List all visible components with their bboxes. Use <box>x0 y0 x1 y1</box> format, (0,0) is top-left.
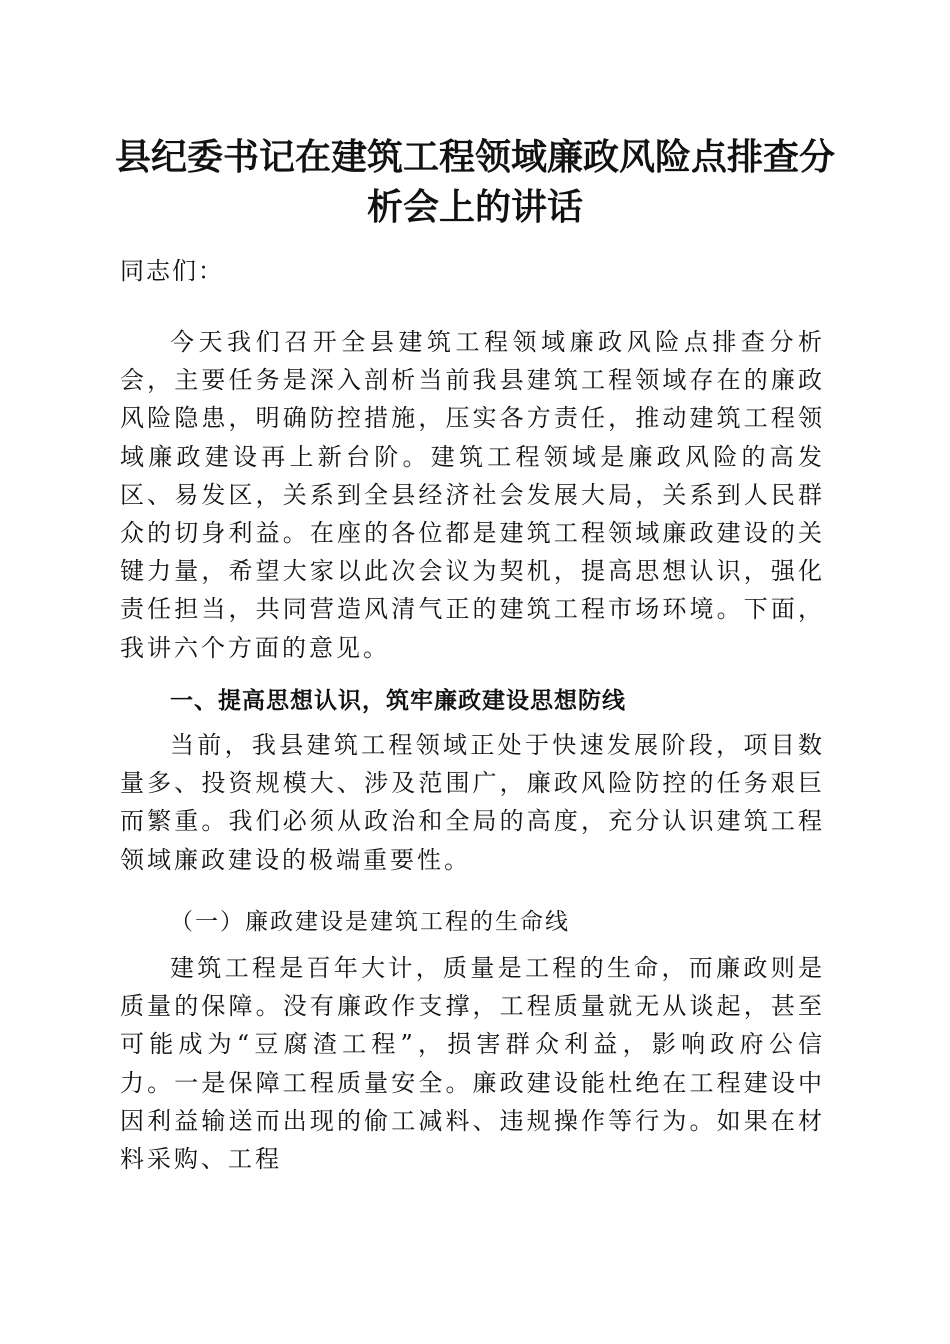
paragraph-section-1: 当前，我县建筑工程领域正处于快速发展阶段，项目数量多、投资规模大、涉及范围广，廉政风险防控的任务艰巨而繁重。我们必须从政治和全局的高度，充分认识建筑工程领域廉政建设的极端重要性。 <box>120 731 825 874</box>
subsection-heading-1: （一）廉政建设是建筑工程的生命线 <box>170 909 570 935</box>
section-heading-1: 一、提高思想认识，筑牢廉政建设思想防线 <box>170 688 626 714</box>
paragraph-intro: 今天我们召开全县建筑工程领域廉政风险点排查分析会，主要任务是深入剖析当前我县建筑工程领域存在的廉政风险隐患，明确防控措施，压实各方责任，推动建筑工程领域廉政建设再上新台阶。建筑工程领域是廉政风险的高发区、易发区，关系到全县经济社会发展大局，关系到人民群众的切身利益。在座的各位都是建筑工程领域廉政建设的关键力量，希望大家以此次会议为契机，提高思想认识，强化责任担当，共同营造风清气正的建筑工程市场环境。下面，我讲六个方面的意见。 <box>120 328 825 662</box>
document-title-line2: 析会上的讲话 <box>366 187 583 228</box>
salutation: 同志们： <box>120 257 224 285</box>
paragraph-subsection-1: 建筑工程是百年大计，质量是工程的生命，而廉政则是质量的保障。没有廉政作支撑，工程质量就无从谈起，甚至可能成为“豆腐渣工程”，损害群众利益，影响政府公信力。一是保障工程质量安全。廉政建设能杜绝在工程建设中因利益输送而出现的偷工减料、违规操作等行为。如果在材料采购、工程 <box>120 954 825 1174</box>
document-title-line1: 县纪委书记在建筑工程领域廉政风险点排查分 <box>114 137 835 178</box>
